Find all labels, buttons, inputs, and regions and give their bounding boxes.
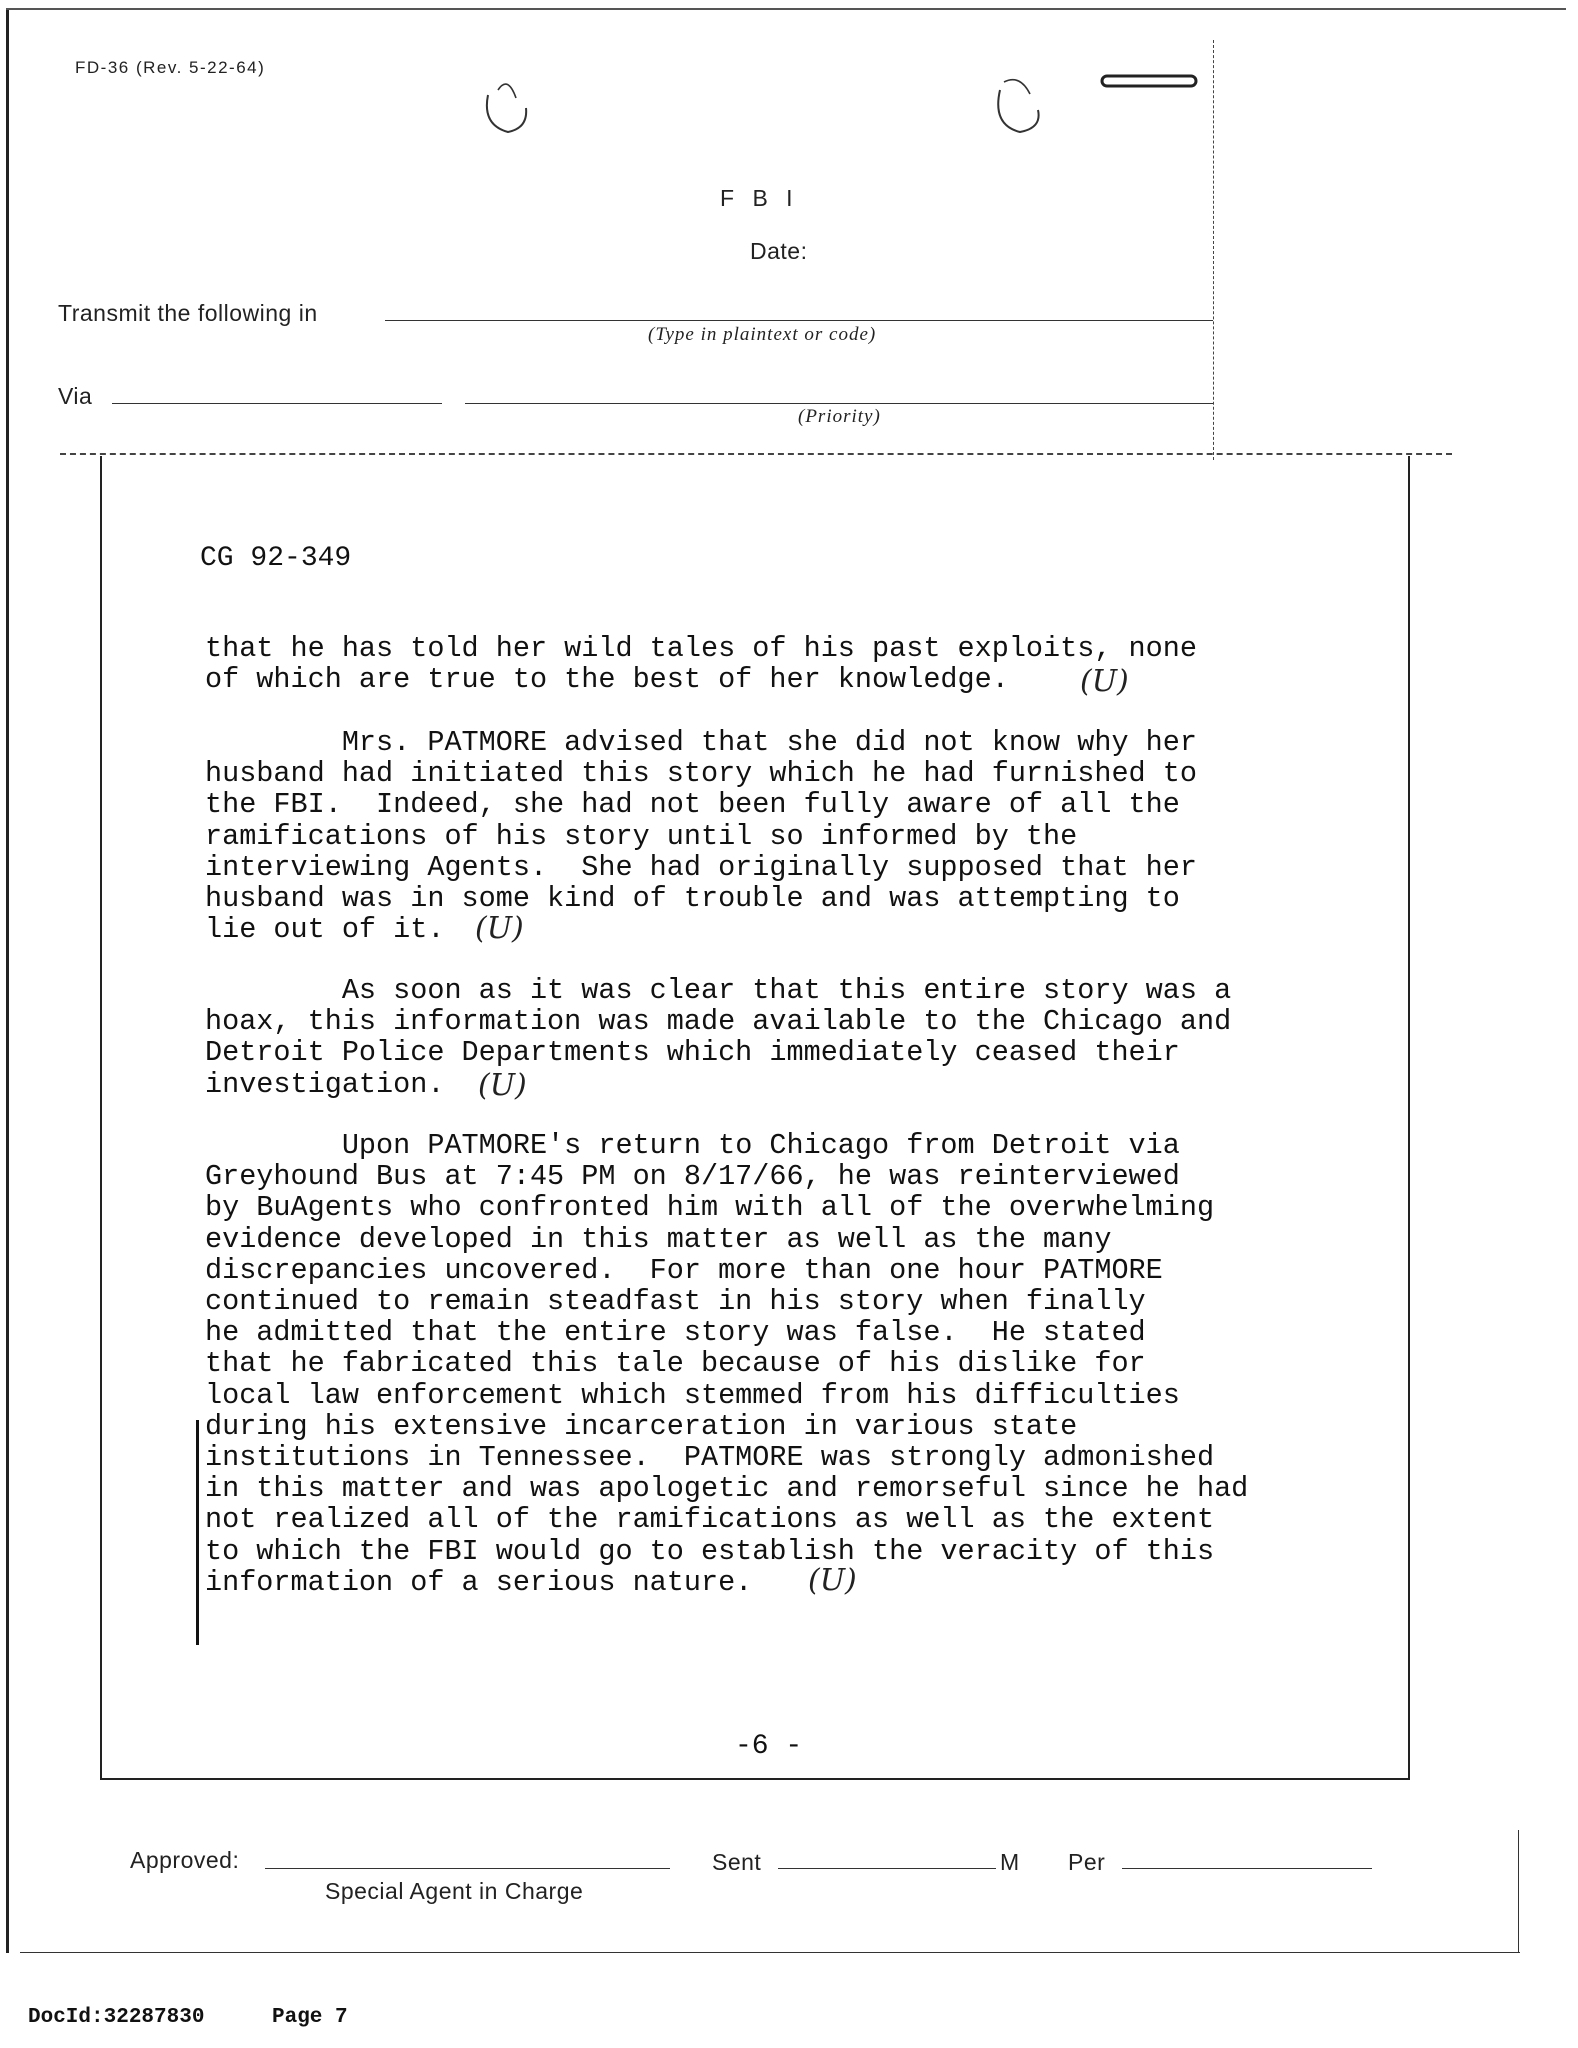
- staple-mark-icon: [1100, 70, 1200, 92]
- per-line: [1122, 1868, 1372, 1869]
- approved-line: [265, 1868, 670, 1869]
- sent-line: [778, 1868, 996, 1869]
- form-number: FD-36 (Rev. 5-22-64): [75, 58, 266, 77]
- memo-paragraph-4: Upon PATMORE's return to Chicago from Detroit via Greyhound Bus at 7:45 PM on 8/17/66, he was reinterviewed by BuAgents who confronted him with all of the overwhelming evidence developed in this matter as well as the many discrepancies uncovered. For more than one hour PATMORE continued to remain steadfast in his story when finally he admitted that the entire story was false. He stated that he fabricated this tale because of his dislike for local law enforcement which stemmed from his difficulties during his extensive incarceration in various state institutions in Tennessee. PATMORE was strongly admonished in this matter and was apologetic and remorseful since he had not realized all of the ramifications as well as the extent to which the FBI would go to establish the veracity of this information of a serious nature.: [205, 1129, 1249, 1599]
- page-bottom-border: [20, 1952, 1520, 1953]
- file-number: CG 92-349: [200, 543, 352, 574]
- header-separator: [60, 453, 1452, 455]
- approved-sub: Special Agent in Charge: [325, 1878, 584, 1904]
- classification-mark-3: (U): [478, 1068, 527, 1103]
- per-label: Per: [1068, 1849, 1106, 1875]
- classification-mark-4: (U): [808, 1563, 857, 1598]
- transmit-line: [385, 320, 1213, 321]
- priority-hint: (Priority): [798, 406, 881, 427]
- agency-title: F B I: [720, 185, 799, 211]
- transmit-hint: (Type in plaintext or code): [648, 324, 877, 345]
- margin-change-bar: [196, 1420, 199, 1645]
- page-top-border: [6, 8, 1566, 10]
- punch-hole-right-icon: [990, 70, 1050, 140]
- classification-mark-2: (U): [475, 911, 524, 946]
- m-label: M: [1000, 1849, 1020, 1875]
- via-line: [112, 403, 442, 404]
- date-label: Date:: [750, 238, 808, 264]
- classification-mark-1: (U): [1080, 664, 1129, 699]
- memo-paragraph-2: Mrs. PATMORE advised that she did not know why her husband had initiated this story which he had furnished to the FBI. Indeed, she had not been fully aware of all the ramifications of his story until so informed by the interviewing Agents. She had originally supposed that her husband was in some kind of trouble and was attempting to lie out of it.: [205, 726, 1197, 947]
- doc-id: DocId:32287830: [28, 2006, 205, 2029]
- memo-paragraph-1: that he has told her wild tales of his past exploits, none of which are true to the best of her knowledge.: [205, 632, 1197, 697]
- transmit-label: Transmit the following in: [58, 300, 318, 326]
- priority-line: [465, 403, 1213, 404]
- header-right-dashed-rule: [1213, 40, 1214, 460]
- via-label: Via: [58, 383, 93, 409]
- page-left-border: [6, 8, 9, 1953]
- page-number: -6 -: [735, 1731, 803, 1762]
- approved-label: Approved:: [130, 1847, 240, 1873]
- sent-label: Sent: [712, 1849, 762, 1875]
- punch-hole-left-icon: [478, 70, 538, 140]
- memo-paragraph-3: As soon as it was clear that this entire story was a hoax, this information was made available to the Chicago and Detroit Police Departments which immediately ceased their investigation.: [205, 974, 1232, 1101]
- page-right-border: [1518, 1830, 1519, 1952]
- doc-page: Page 7: [272, 2006, 348, 2029]
